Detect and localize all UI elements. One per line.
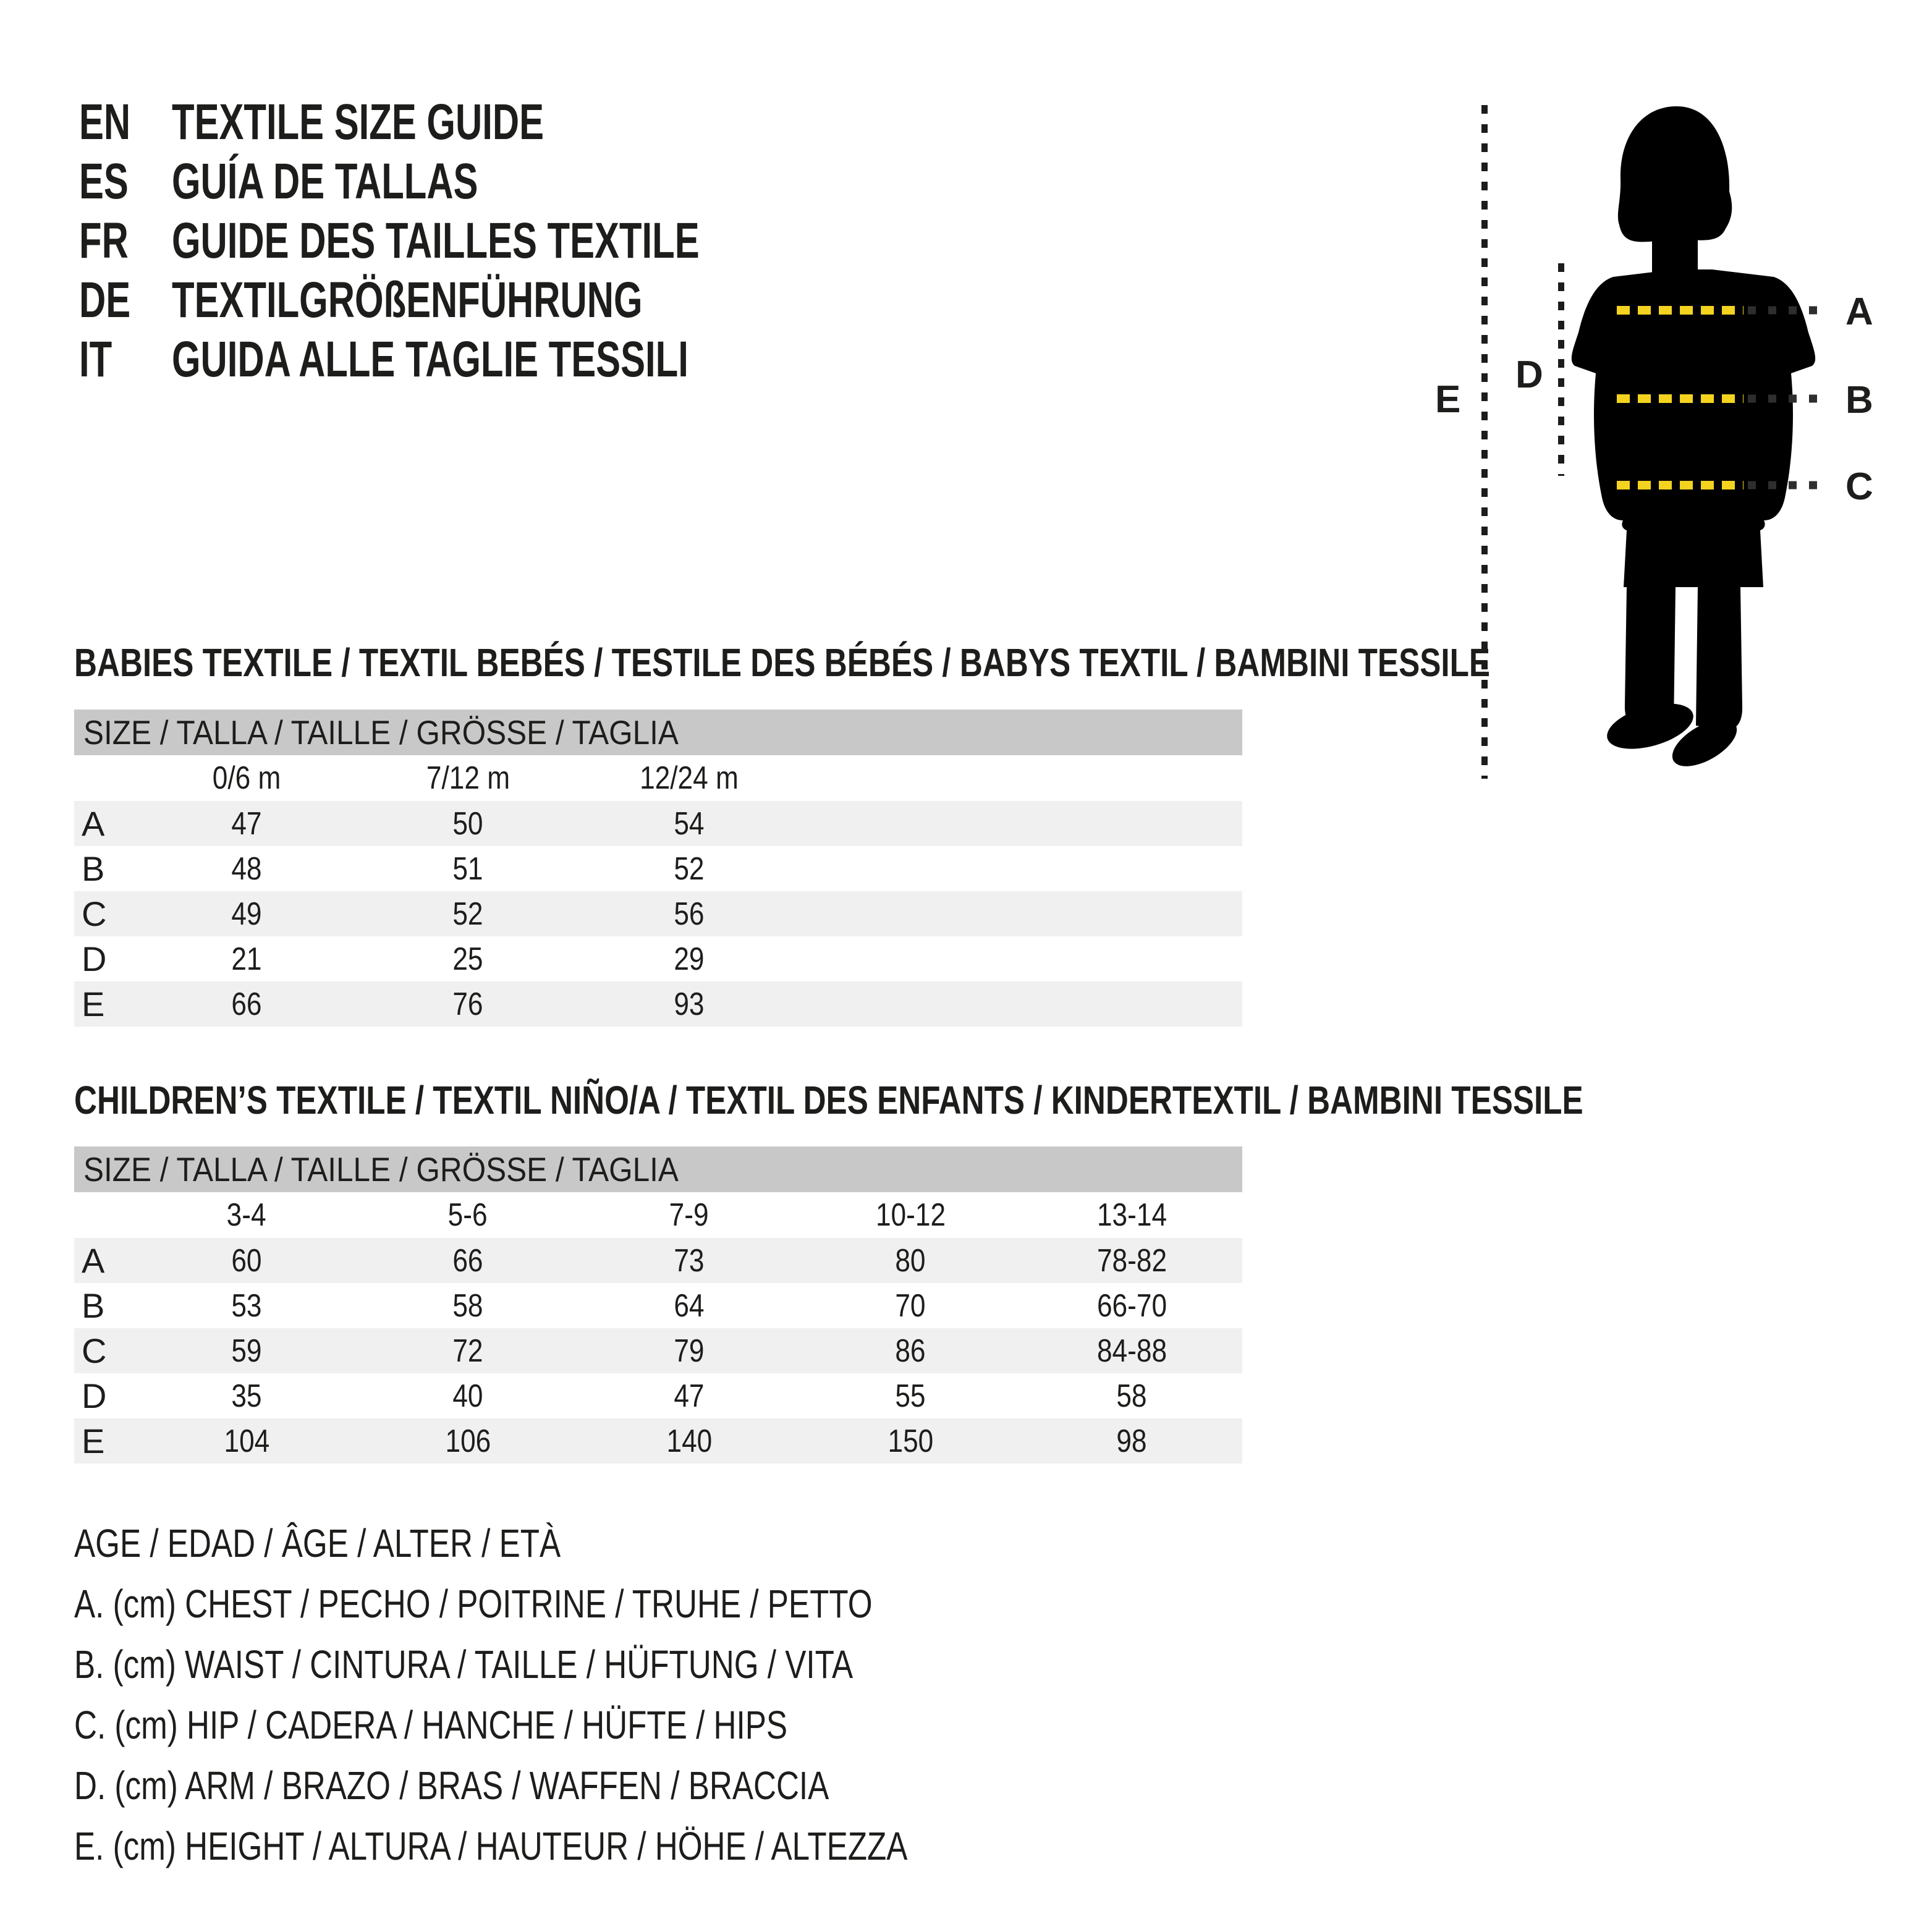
children-col-4: 13-14 — [1096, 1197, 1167, 1233]
lang-code: IT — [79, 331, 112, 388]
legend-waist: B. (cm) WAIST / CINTURA / TAILLE / HÜFTUNG / VITA — [74, 1642, 854, 1687]
children-column-header-row — [74, 1192, 1242, 1238]
table-row: A 60 66 73 80 78-82 — [74, 1238, 1242, 1283]
row-label: A — [82, 1241, 105, 1280]
row-label: E — [82, 985, 105, 1023]
table-row: A 47 50 54 — [74, 801, 1242, 846]
table-row: D 21 25 29 — [74, 936, 1242, 981]
child-silhouette-diagram — [1409, 87, 1932, 803]
babies-column-header-row — [74, 755, 1242, 801]
children-section-title: CHILDREN’S TEXTILE / TEXTIL NIÑO/A / TEXTIL DES ENFANTS / KINDERTEXTIL / BAMBINI TESSILE — [74, 1078, 1583, 1122]
table-row: C 59 72 79 86 84-88 — [74, 1328, 1242, 1373]
lang-row-fr — [79, 211, 894, 271]
babies-col-2: 12/24 m — [640, 760, 739, 796]
children-col-0: 3-4 — [227, 1197, 266, 1233]
silhouette-torso — [1572, 269, 1815, 587]
legend-age: AGE / EDAD / ÂGE / ALTER / ETÀ — [74, 1521, 561, 1566]
children-table-header-bar: SIZE / TALLA / TAILLE / GRÖSSE / TAGLIA — [74, 1146, 1242, 1192]
row-label: B — [82, 849, 105, 888]
children-size-table — [74, 1146, 1242, 1464]
lang-row-it — [79, 330, 894, 389]
lang-row-es — [79, 152, 894, 211]
measurement-figure — [1409, 87, 1932, 803]
language-title-block — [79, 93, 894, 389]
row-label: C — [82, 894, 107, 933]
figure-label-a: A — [1845, 290, 1873, 333]
lang-title: GUIDA ALLE TAGLIE TESSILI — [172, 331, 688, 388]
children-col-3: 10-12 — [875, 1197, 946, 1233]
row-label: C — [82, 1331, 107, 1370]
babies-size-table — [74, 710, 1242, 1027]
lang-title: TEXTILGRÖßENFÜHRUNG — [172, 272, 643, 328]
legend-chest: A. (cm) CHEST / PECHO / POITRINE / TRUHE / PETTO — [74, 1582, 873, 1626]
table-row: E 66 76 93 — [74, 981, 1242, 1027]
lang-title: TEXTILE SIZE GUIDE — [172, 94, 544, 150]
row-label: D — [82, 939, 107, 978]
babies-section-title: BABIES TEXTILE / TEXTIL BEBÉS / TESTILE DES BÉBÉS / BABYS TEXTIL / BAMBINI TESSILE — [74, 640, 1491, 685]
row-label: B — [82, 1286, 105, 1325]
table-row: C 49 52 56 — [74, 891, 1242, 936]
row-label: A — [82, 804, 105, 843]
lang-title: GUIDE DES TAILLES TEXTILE — [172, 213, 700, 269]
lang-code: ES — [79, 153, 129, 210]
lang-row-de — [79, 271, 894, 330]
row-label: E — [82, 1421, 105, 1460]
legend-height: E. (cm) HEIGHT / ALTURA / HAUTEUR / HÖHE / ALTEZZA — [74, 1824, 908, 1868]
children-col-1: 5-6 — [448, 1197, 488, 1233]
lang-code: DE — [79, 272, 131, 328]
table-row: B 53 58 64 70 66-70 — [74, 1283, 1242, 1328]
table-row: E 104 106 140 150 98 — [74, 1418, 1242, 1464]
row-label: D — [82, 1376, 107, 1415]
lang-title: GUÍA DE TALLAS — [172, 153, 478, 210]
babies-col-1: 7/12 m — [426, 760, 510, 796]
figure-label-e: E — [1435, 378, 1461, 421]
legend-hip: C. (cm) HIP / CADERA / HANCHE / HÜFTE / HIPS — [74, 1703, 788, 1747]
table-row: D 35 40 47 55 58 — [74, 1373, 1242, 1418]
legend-arm: D. (cm) ARM / BRAZO / BRAS / WAFFEN / BRACCIA — [74, 1763, 829, 1808]
lang-code: FR — [79, 213, 129, 269]
measurement-legend — [74, 1513, 1116, 1876]
silhouette-head — [1618, 106, 1732, 242]
figure-label-b: B — [1845, 379, 1873, 422]
figure-label-c: C — [1845, 465, 1873, 508]
table-row: B 48 51 52 — [74, 846, 1242, 891]
lang-row-en — [79, 93, 894, 152]
children-col-2: 7-9 — [669, 1197, 709, 1233]
babies-table-header-bar: SIZE / TALLA / TAILLE / GRÖSSE / TAGLIA — [74, 710, 1242, 755]
lang-code: EN — [79, 94, 131, 150]
babies-col-0: 0/6 m — [212, 760, 281, 796]
figure-label-d: D — [1515, 354, 1543, 396]
